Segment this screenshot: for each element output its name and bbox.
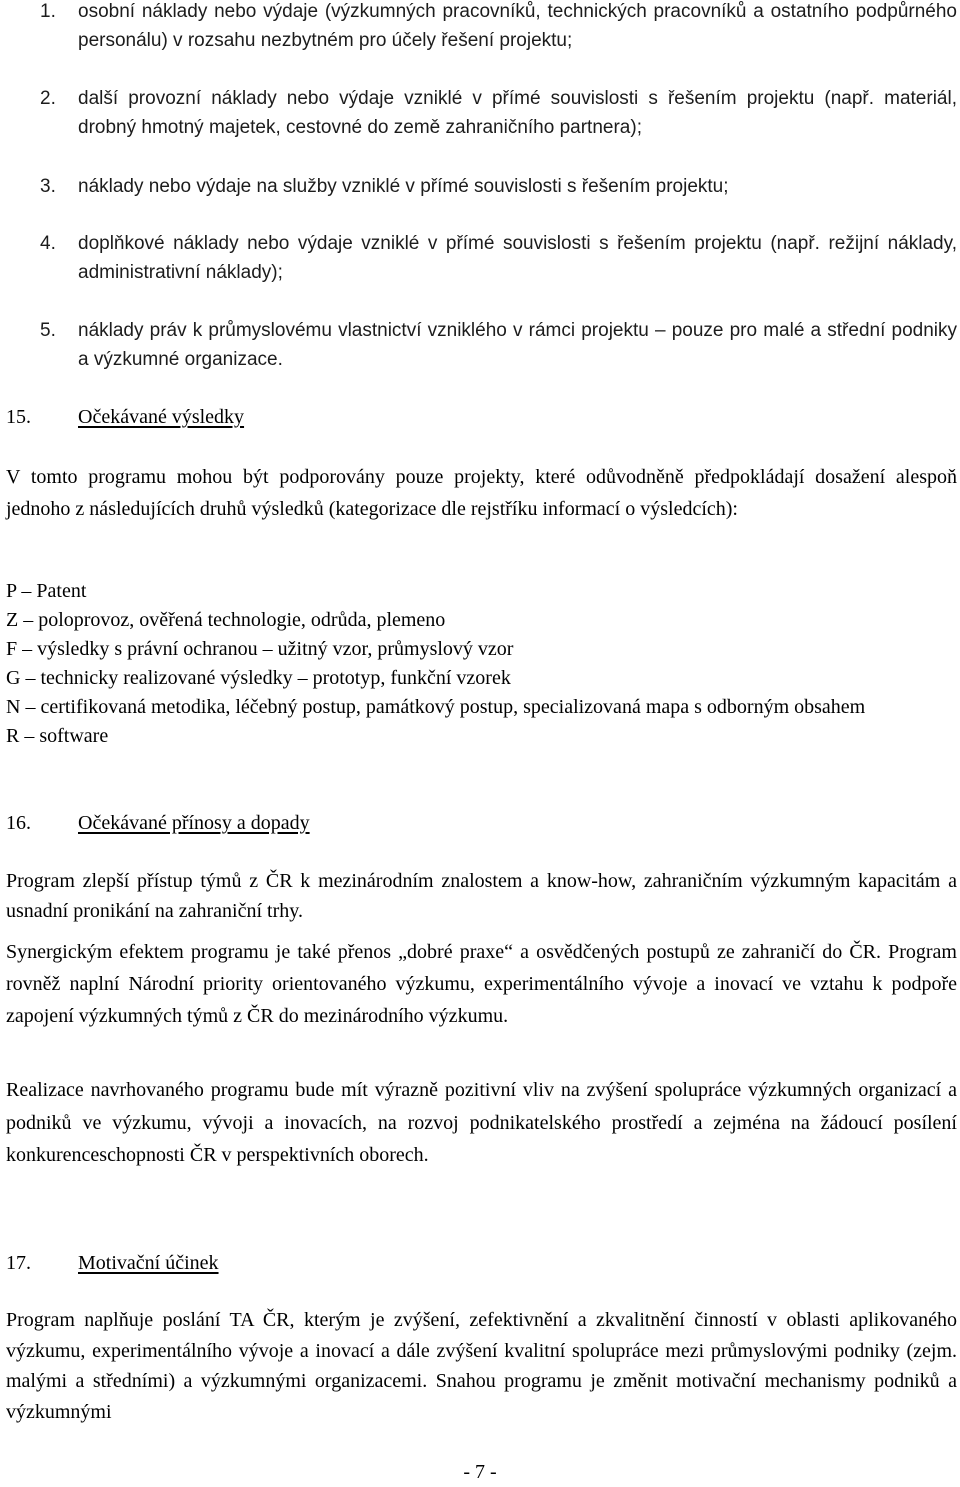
section-number: 16. [6, 812, 31, 834]
section-16-paragraph: Synergickým efektem programu je také přenos „dobré praxe“ a osvědčených postupů ze zahraničí do ČR. Program rovněž naplní Národní priority orientovaného výzkumu, experimentálního vývoje a inovací ve vztahu k podpoře zapojení výzkumných týmů z ČR do mezinárodního výzkumu. [6, 941, 957, 1027]
cost-item-text: doplňkové náklady nebo výdaje vzniklé v přímé souvislosti s řešením projektu (např. režijní náklady, administrativní náklady); [78, 233, 957, 283]
section-heading-16 [6, 809, 310, 838]
cost-item-number: 4. [40, 233, 56, 254]
section-number: 15. [6, 406, 31, 428]
cost-item-number: 5. [40, 320, 56, 341]
section-title: Motivační účinek [78, 1252, 219, 1274]
section-heading-15 [6, 403, 244, 432]
section-heading-17 [6, 1249, 219, 1278]
result-type-item: G – technicky realizované výsledky – prototyp, funkční vzorek [6, 667, 511, 689]
page-number: - 7 - [463, 1461, 497, 1483]
result-type-item: N – certifikovaná metodika, léčebný postup, památkový postup, specializovaná mapa s odborným obsahem [6, 696, 866, 718]
cost-item-number: 3. [40, 176, 56, 197]
result-type-item: R – software [6, 725, 109, 747]
section-17-paragraph: Program naplňuje poslání TA ČR, kterým je zvýšení, zefektivnění a zkvalitnění činností v oblasti aplikovaného výzkumu, experimentálního vývoje a inovací a dále zvýšení kvalitní spolupráce mezi průmyslovými podniky (zejm. malými a středními) a výzkumnými organizacemi. Snahou programu je změnit motivační mechanismy podniků a výzkumnými [6, 1309, 957, 1423]
cost-item-text: osobní náklady nebo výdaje (výzkumných pracovníků, technických pracovníků a ostatního podpůrného personálu) v rozsahu nezbytném pro účely řešení projektu; [78, 1, 957, 51]
cost-item-text: náklady práv k průmyslovému vlastnictví vzniklého v rámci projektu – pouze pro malé a střední podniky a výzkumné organizace. [78, 320, 957, 370]
section-title: Očekávané výsledky [78, 406, 245, 428]
result-type-item: P – Patent [6, 580, 87, 602]
result-type-item: F – výsledky s právní ochranou – užitný vzor, průmyslový vzor [6, 638, 514, 660]
cost-item [6, 229, 957, 287]
section-16-paragraph: Program zlepší přístup týmů z ČR k mezinárodním znalostem a know-how, zahraničním výzkumným kapacitám a usnadní pronikání na zahraniční trhy. [6, 870, 957, 922]
cost-item-text: další provozní náklady nebo výdaje vzniklé v přímé souvislosti s řešením projektu (např. materiál, drobný hmotný majetek, cestovné do země zahraničního partnera); [78, 88, 957, 138]
cost-item-number: 2. [40, 88, 56, 109]
result-types-list [6, 577, 957, 751]
cost-item [6, 316, 957, 374]
section-15-intro: V tomto programu mohou být podporovány pouze projekty, které odůvodněně předpokládají dosažení alespoň jednoho z následujících druhů výsledků (kategorizace dle rejstříku informací o výsledcích): [6, 466, 957, 520]
section-number: 17. [6, 1252, 31, 1274]
cost-item-text: náklady nebo výdaje na služby vzniklé v přímé souvislosti s řešením projektu; [78, 176, 729, 197]
cost-item [6, 84, 957, 142]
result-type-item: Z – poloprovoz, ověřená technologie, odrůda, plemeno [6, 609, 446, 631]
cost-item [6, 172, 957, 201]
section-title: Očekávané přínosy a dopady [78, 812, 310, 834]
section-16-paragraph: Realizace navrhovaného programu bude mít výrazně pozitivní vliv na zvýšení spolupráce výzkumných organizací a podniků ve výzkumu, vývoji a inovacích, na rozvoj podnikatelského prostředí a zejména na žádoucí posílení konkurenceschopnosti ČR v perspektivních oborech. [6, 1079, 957, 1167]
cost-item [6, 0, 957, 55]
cost-item-number: 1. [40, 1, 56, 22]
